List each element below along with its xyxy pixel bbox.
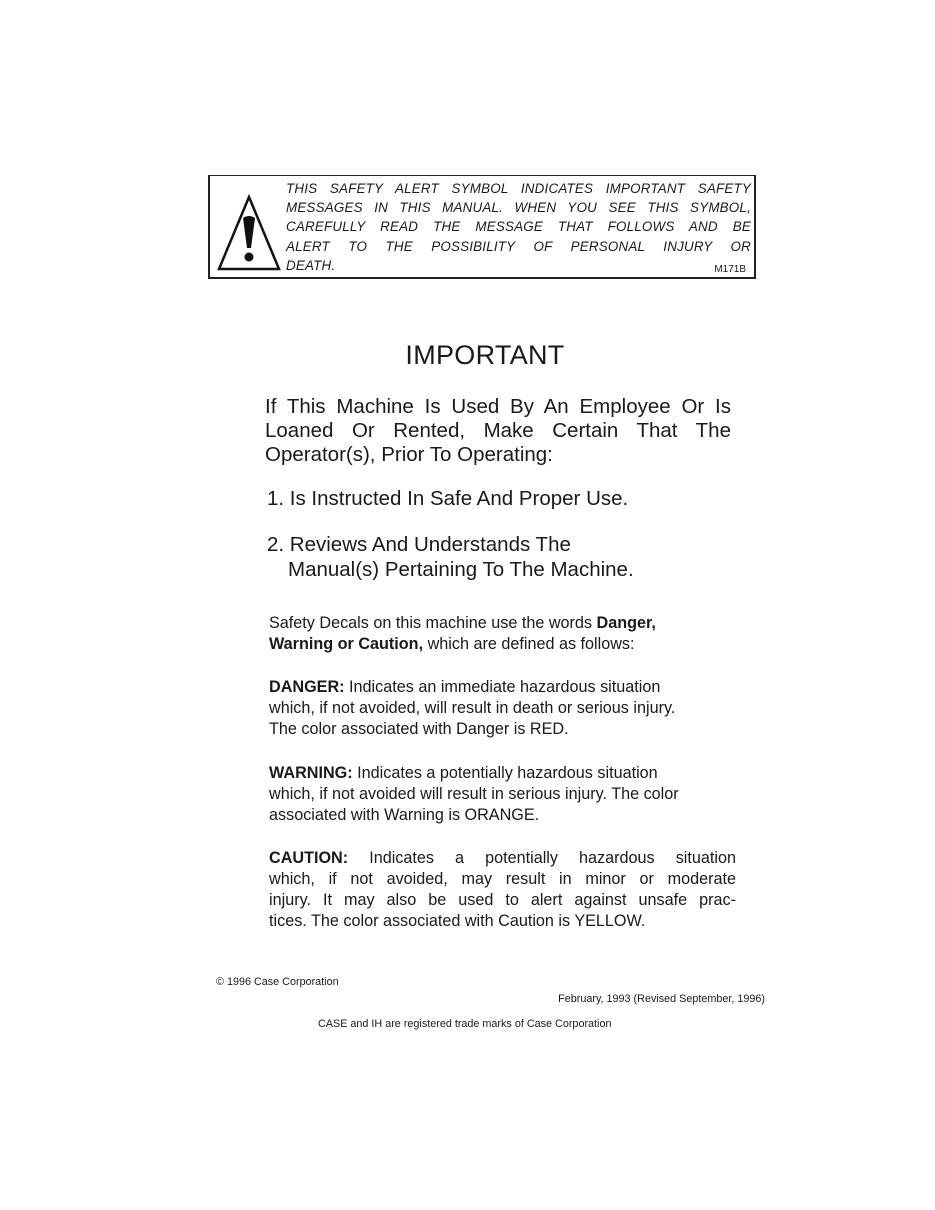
definition-text: tices. The color associated with Caution is YELLOW.	[269, 912, 646, 930]
trademark-notice: CASE and IH are registered trade marks of Case Corporation	[318, 1018, 612, 1030]
decals-bold: Danger,	[596, 614, 656, 632]
alert-line: THIS SAFETY ALERT SYMBOL INDICATES IMPORTANT SAFETY	[286, 181, 751, 196]
list-item-text: Manual(s) Pertaining To The Machine.	[288, 558, 634, 581]
danger-label: DANGER:	[269, 678, 345, 696]
decals-paragraph	[269, 613, 736, 655]
definition-text: The color associated with Danger is RED.	[269, 720, 569, 738]
intro-line: If This Machine Is Used By An Employee Or Is	[265, 395, 731, 418]
list-item-text: 2. Reviews And Understands The	[267, 533, 571, 556]
alert-line: CAREFULLY READ THE MESSAGE THAT FOLLOWS AND BE	[286, 219, 751, 235]
revision-date: February, 1993 (Revised September, 1996)	[558, 993, 765, 1005]
warning-triangle-icon	[216, 194, 282, 272]
definition-text: which, if not avoided, will result in death or serious injury.	[269, 699, 676, 717]
definition-text: which, if not avoided will result in serious injury. The color	[269, 785, 679, 803]
alert-line: ALERT TO THE POSSIBILITY OF PERSONAL INJURY OR	[286, 238, 751, 254]
danger-definition	[269, 677, 736, 740]
alert-line: MESSAGES IN THIS MANUAL. WHEN YOU SEE THIS SYMBOL,	[286, 200, 751, 216]
safety-alert-box	[208, 175, 756, 279]
list-item-text: 1. Is Instructed In Safe And Proper Use.	[267, 487, 629, 510]
list-item-2	[267, 532, 634, 582]
alert-line: DEATH.	[286, 257, 336, 273]
definition-text: injury. It may also be used to alert against unsafe prac-	[269, 891, 736, 909]
copyright: © 1996 Case Corporation	[216, 976, 339, 988]
caution-definition	[269, 848, 736, 932]
caution-label: CAUTION:	[269, 849, 349, 867]
safety-alert-text	[286, 179, 751, 275]
decals-text: Safety Decals on this machine use the words	[269, 614, 597, 632]
intro-line: Loaned Or Rented, Make Certain That The	[265, 419, 731, 442]
definition-text: Indicates a potentially hazardous situation	[352, 764, 658, 782]
list-item-1	[267, 486, 628, 511]
alert-code: M171B	[714, 264, 746, 275]
page-title: IMPORTANT	[405, 340, 565, 370]
intro-line: Operator(s), Prior To Operating:	[265, 443, 553, 466]
definition-text: associated with Warning is ORANGE.	[269, 806, 540, 824]
warning-definition	[269, 763, 736, 826]
warning-label: WARNING:	[269, 764, 353, 782]
definition-text: which, if not avoided, may result in minor or moderate	[269, 870, 736, 888]
decals-text: which are defined as follows:	[423, 635, 635, 653]
definition-text: Indicates a potentially hazardous situation	[348, 849, 736, 867]
definition-text: Indicates an immediate hazardous situation	[344, 678, 661, 696]
intro-paragraph	[265, 395, 731, 467]
decals-bold: Warning or Caution,	[269, 635, 424, 653]
